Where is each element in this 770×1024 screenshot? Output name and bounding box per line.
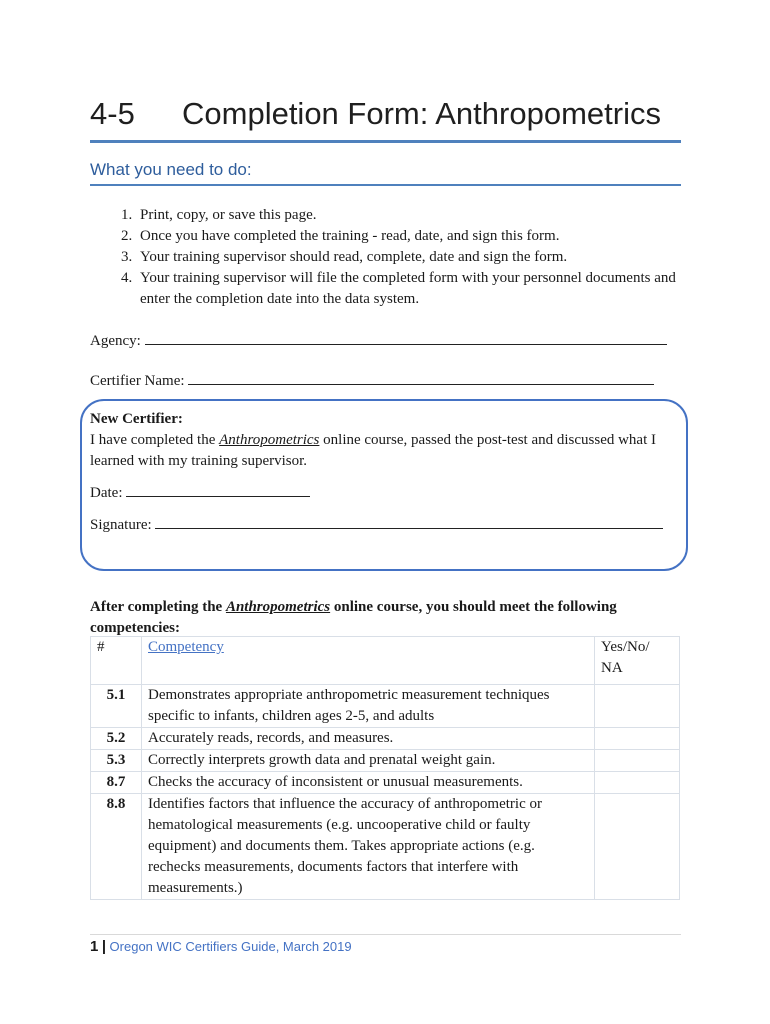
list-item: 4. Your training supervisor will file the completed form with your personnel documents and enter the completion date into the data system. <box>136 268 696 310</box>
page-number: 1 <box>90 938 99 955</box>
title-divider <box>90 140 681 143</box>
footer-separator: | <box>101 938 107 955</box>
page-title <box>90 96 680 132</box>
competency-link[interactable]: Competency <box>148 639 224 655</box>
certifier-name-field[interactable] <box>90 370 654 390</box>
competency-text: Accurately reads, records, and measures. <box>142 728 595 750</box>
certifier-name-input-line[interactable] <box>188 370 654 385</box>
competency-text: Correctly interprets growth data and prenatal weight gain. <box>142 750 595 772</box>
signature-field[interactable] <box>90 514 670 536</box>
competency-text: Checks the accuracy of inconsistent or unusual measurements. <box>142 772 595 794</box>
competency-text: Demonstrates appropriate anthropometric measurement techniques specific to infants, children ages 2-5, and adults <box>142 685 595 728</box>
competency-number: 8.7 <box>91 772 142 794</box>
course-name: Anthropometrics <box>219 432 320 448</box>
table-row <box>91 772 680 794</box>
competency-number: 8.8 <box>91 794 142 900</box>
answer-cell[interactable] <box>595 772 680 794</box>
intro-text: After completing the <box>90 599 226 615</box>
table-row <box>91 750 680 772</box>
list-item: 1. Print, copy, or save this page. <box>136 205 696 226</box>
header-yes-no-na: Yes/No/ NA <box>595 637 680 685</box>
intro-course-name: Anthropometrics <box>225 599 331 615</box>
subheading: What you need to do: <box>90 160 252 179</box>
agency-label: Agency: <box>90 333 141 349</box>
answer-cell[interactable] <box>595 750 680 772</box>
footer-divider <box>90 934 681 935</box>
agency-field[interactable] <box>90 330 667 350</box>
subheading-divider <box>90 184 681 186</box>
section-number: 4-5 <box>90 96 135 131</box>
header-competency <box>142 637 595 685</box>
new-certifier-content <box>90 409 670 536</box>
table-header-row <box>91 637 680 685</box>
date-input-line[interactable] <box>126 482 310 497</box>
competency-number: 5.3 <box>91 750 142 772</box>
answer-cell[interactable] <box>595 794 680 900</box>
competency-number: 5.1 <box>91 685 142 728</box>
agency-input-line[interactable] <box>145 330 667 345</box>
header-number: # <box>91 637 142 685</box>
guide-title: Oregon WIC Certifiers Guide, March 2019 <box>109 939 352 954</box>
list-item: 2. Once you have completed the training - read, date, and sign this form. <box>136 226 696 247</box>
statement-text: I have completed the <box>90 432 220 448</box>
table-row <box>91 728 680 750</box>
competencies-intro <box>90 597 670 639</box>
signature-label: Signature: <box>90 517 152 533</box>
answer-cell[interactable] <box>595 685 680 728</box>
certifier-name-label: Certifier Name: <box>90 373 185 389</box>
competency-table <box>90 636 680 900</box>
table-row <box>91 794 680 900</box>
table-row <box>91 685 680 728</box>
page-footer <box>90 938 352 956</box>
answer-cell[interactable] <box>595 728 680 750</box>
competency-text: Identifies factors that influence the accuracy of anthropometric or hematological measurements (e.g. uncooperative child or faulty equipment) and documents them. Takes appropriate actions (e.g. rechecks measurements, documents factors that interfere with measurements.) <box>142 794 595 900</box>
title-text: Completion Form: Anthropometrics <box>182 96 661 131</box>
list-item: 3. Your training supervisor should read, complete, date and sign the form. <box>136 247 696 268</box>
competency-number: 5.2 <box>91 728 142 750</box>
statement-text-end: online course, passed the post-test and discussed what I learned with my training supervisor. <box>90 432 656 469</box>
signature-input-line[interactable] <box>155 514 663 529</box>
intro-text-end: online course, you should meet the following competencies: <box>90 599 617 636</box>
new-certifier-statement <box>90 430 670 472</box>
new-certifier-heading: New Certifier: <box>90 411 183 427</box>
date-field[interactable] <box>90 482 670 504</box>
instruction-list <box>90 205 696 310</box>
date-label: Date: <box>90 485 123 501</box>
